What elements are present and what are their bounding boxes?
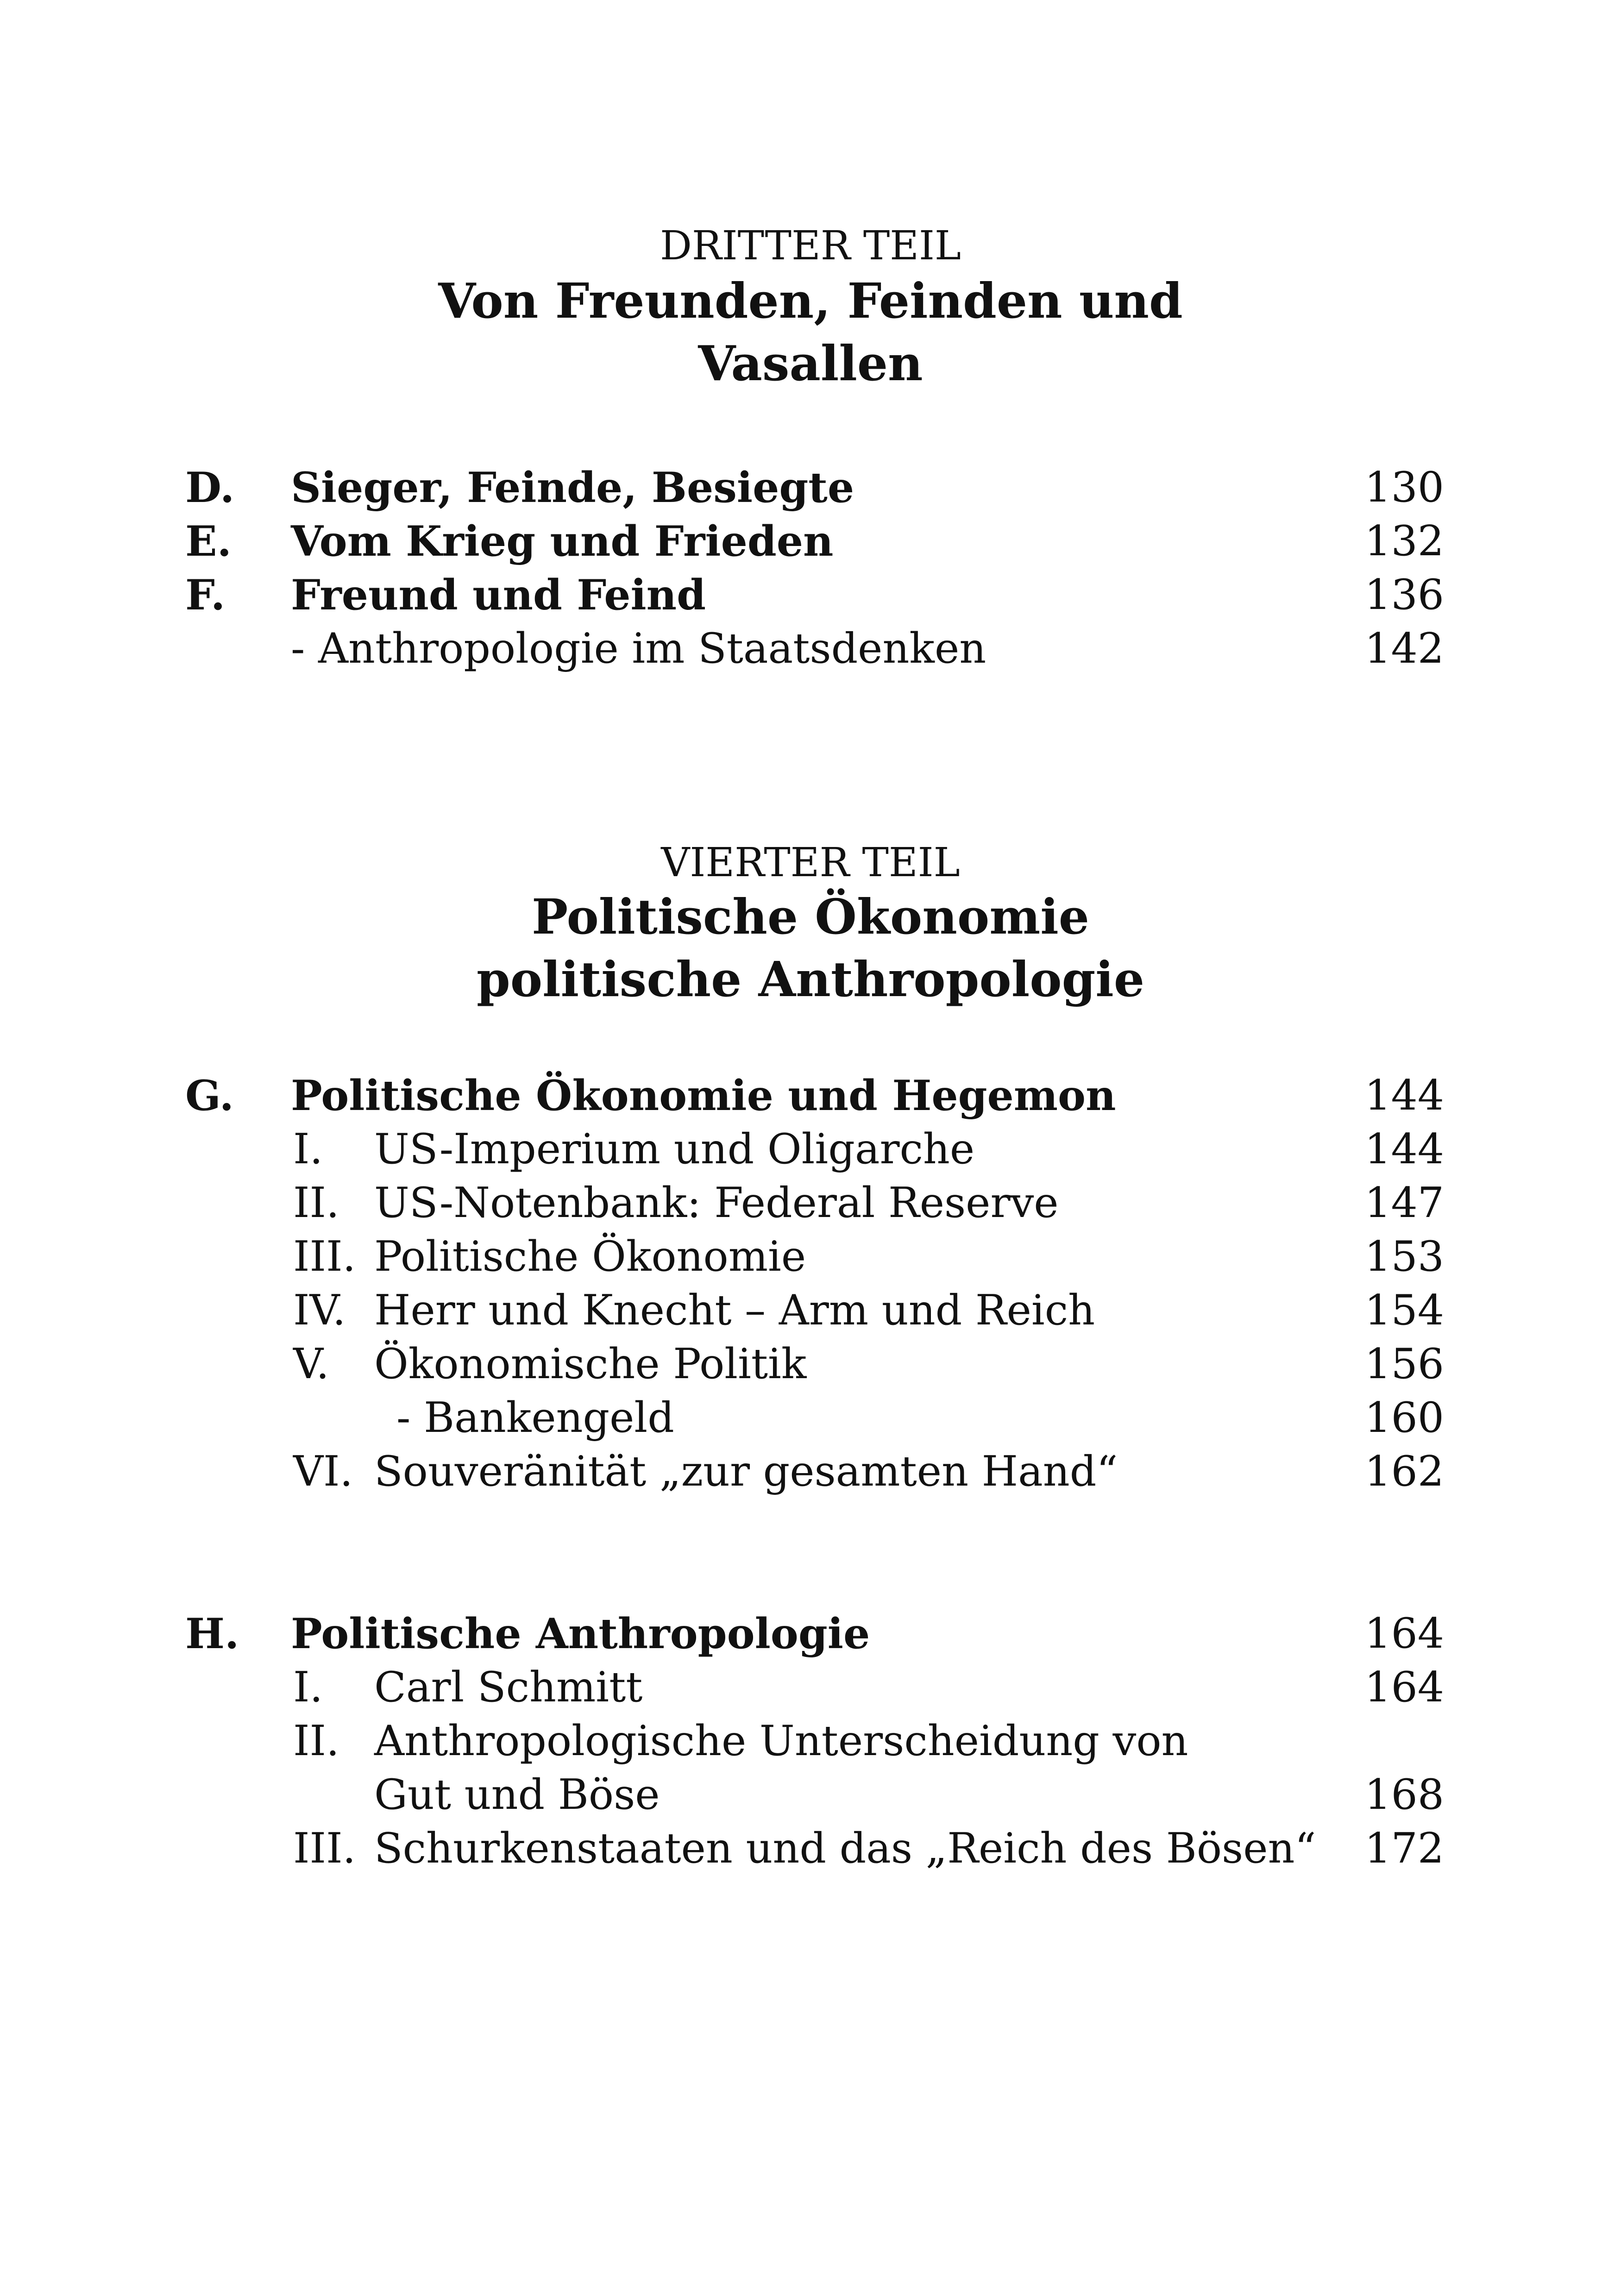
part-3-label: DRITTER TEIL [660,223,961,269]
entry-title: Anthropologische Unterscheidung von [374,1717,1188,1765]
entry-numeral: I. [293,1125,323,1173]
toc-entry-f-sub[interactable] [0,624,1621,679]
entry-page-number: 132 [1364,517,1444,565]
entry-letter: G. [185,1071,234,1120]
part-4-title-line-2: politische Anthropologie [477,951,1144,1008]
entry-title: Freund und Feind [291,571,706,620]
entry-title: - Bankengeld [396,1393,674,1442]
toc-entry-g-5-sub[interactable] [0,1393,1621,1448]
part-4-title-line-1: Politische Ökonomie [532,888,1089,945]
entry-numeral: VI. [293,1447,353,1496]
part-3-title-line-2: Vasallen [698,335,923,392]
entry-letter: H. [185,1609,239,1658]
entry-numeral: II. [293,1179,339,1227]
toc-entry-g-2[interactable] [0,1179,1621,1233]
toc-entry-g-3[interactable] [0,1232,1621,1287]
entry-numeral: IV. [293,1286,346,1335]
entry-title: - Anthropologie im Staatsdenken [291,624,986,673]
toc-entry-h-2[interactable] [0,1717,1621,1771]
toc-entry-g-1[interactable] [0,1125,1621,1179]
toc-entry-h-3[interactable] [0,1824,1621,1879]
entry-title: Herr und Knecht – Arm und Reich [374,1286,1095,1335]
entry-title: Politische Ökonomie [374,1232,806,1281]
entry-page-number: 162 [1364,1447,1444,1496]
entry-letter: E. [185,517,232,566]
toc-entry-d[interactable] [0,463,1621,518]
entry-page-number: 130 [1364,463,1444,512]
entry-letter: F. [185,571,226,620]
entry-page-number: 164 [1364,1663,1444,1712]
entry-title: Ökonomische Politik [374,1340,807,1388]
toc-entry-e[interactable] [0,517,1621,571]
entry-title: Carl Schmitt [374,1663,643,1712]
entry-title: US-Imperium und Oligarche [374,1125,975,1173]
entry-page-number: 144 [1364,1071,1444,1120]
entry-letter: D. [185,463,235,512]
entry-title: Souveränität „zur gesamten Hand“ [374,1447,1118,1496]
entry-page-number: 142 [1364,624,1444,673]
part-4-label: VIERTER TEIL [661,840,960,886]
entry-page-number: 144 [1364,1125,1444,1173]
entry-title: Politische Ökonomie und Hegemon [291,1071,1116,1120]
entry-page-number: 136 [1364,571,1444,619]
entry-page-number: 156 [1364,1340,1444,1388]
entry-numeral: III. [293,1824,356,1873]
entry-page-number: 172 [1364,1824,1444,1873]
entry-numeral: II. [293,1717,339,1765]
entry-title: Schurkenstaaten und das „Reich des Bösen“ [374,1824,1316,1873]
entry-page-number: 164 [1364,1609,1444,1658]
entry-numeral: III. [293,1232,356,1281]
entry-title: Vom Krieg und Frieden [291,517,834,566]
entry-page-number: 147 [1364,1179,1444,1227]
entry-page-number: 168 [1364,1770,1444,1819]
toc-entry-g[interactable] [0,1071,1621,1126]
toc-entry-g-6[interactable] [0,1447,1621,1502]
entry-title: Politische Anthropologie [291,1609,870,1658]
part-3-title-line-1: Von Freunden, Feinden und [438,272,1183,329]
entry-numeral: I. [293,1663,323,1712]
entry-page-number: 154 [1364,1286,1444,1335]
entry-title: Sieger, Feinde, Besiegte [291,463,854,512]
toc-entry-g-5[interactable] [0,1340,1621,1394]
toc-entry-h-1[interactable] [0,1663,1621,1718]
entry-page-number: 160 [1364,1393,1444,1442]
toc-entry-h[interactable] [0,1609,1621,1664]
toc-entry-f[interactable] [0,571,1621,625]
entry-numeral: V. [293,1340,329,1388]
entry-page-number: 153 [1364,1232,1444,1281]
entry-title: US-Notenbank: Federal Reserve [374,1179,1059,1227]
toc-entry-g-4[interactable] [0,1286,1621,1341]
toc-entry-h-2-cont[interactable] [0,1770,1621,1825]
entry-title-continuation: Gut und Böse [374,1770,660,1819]
